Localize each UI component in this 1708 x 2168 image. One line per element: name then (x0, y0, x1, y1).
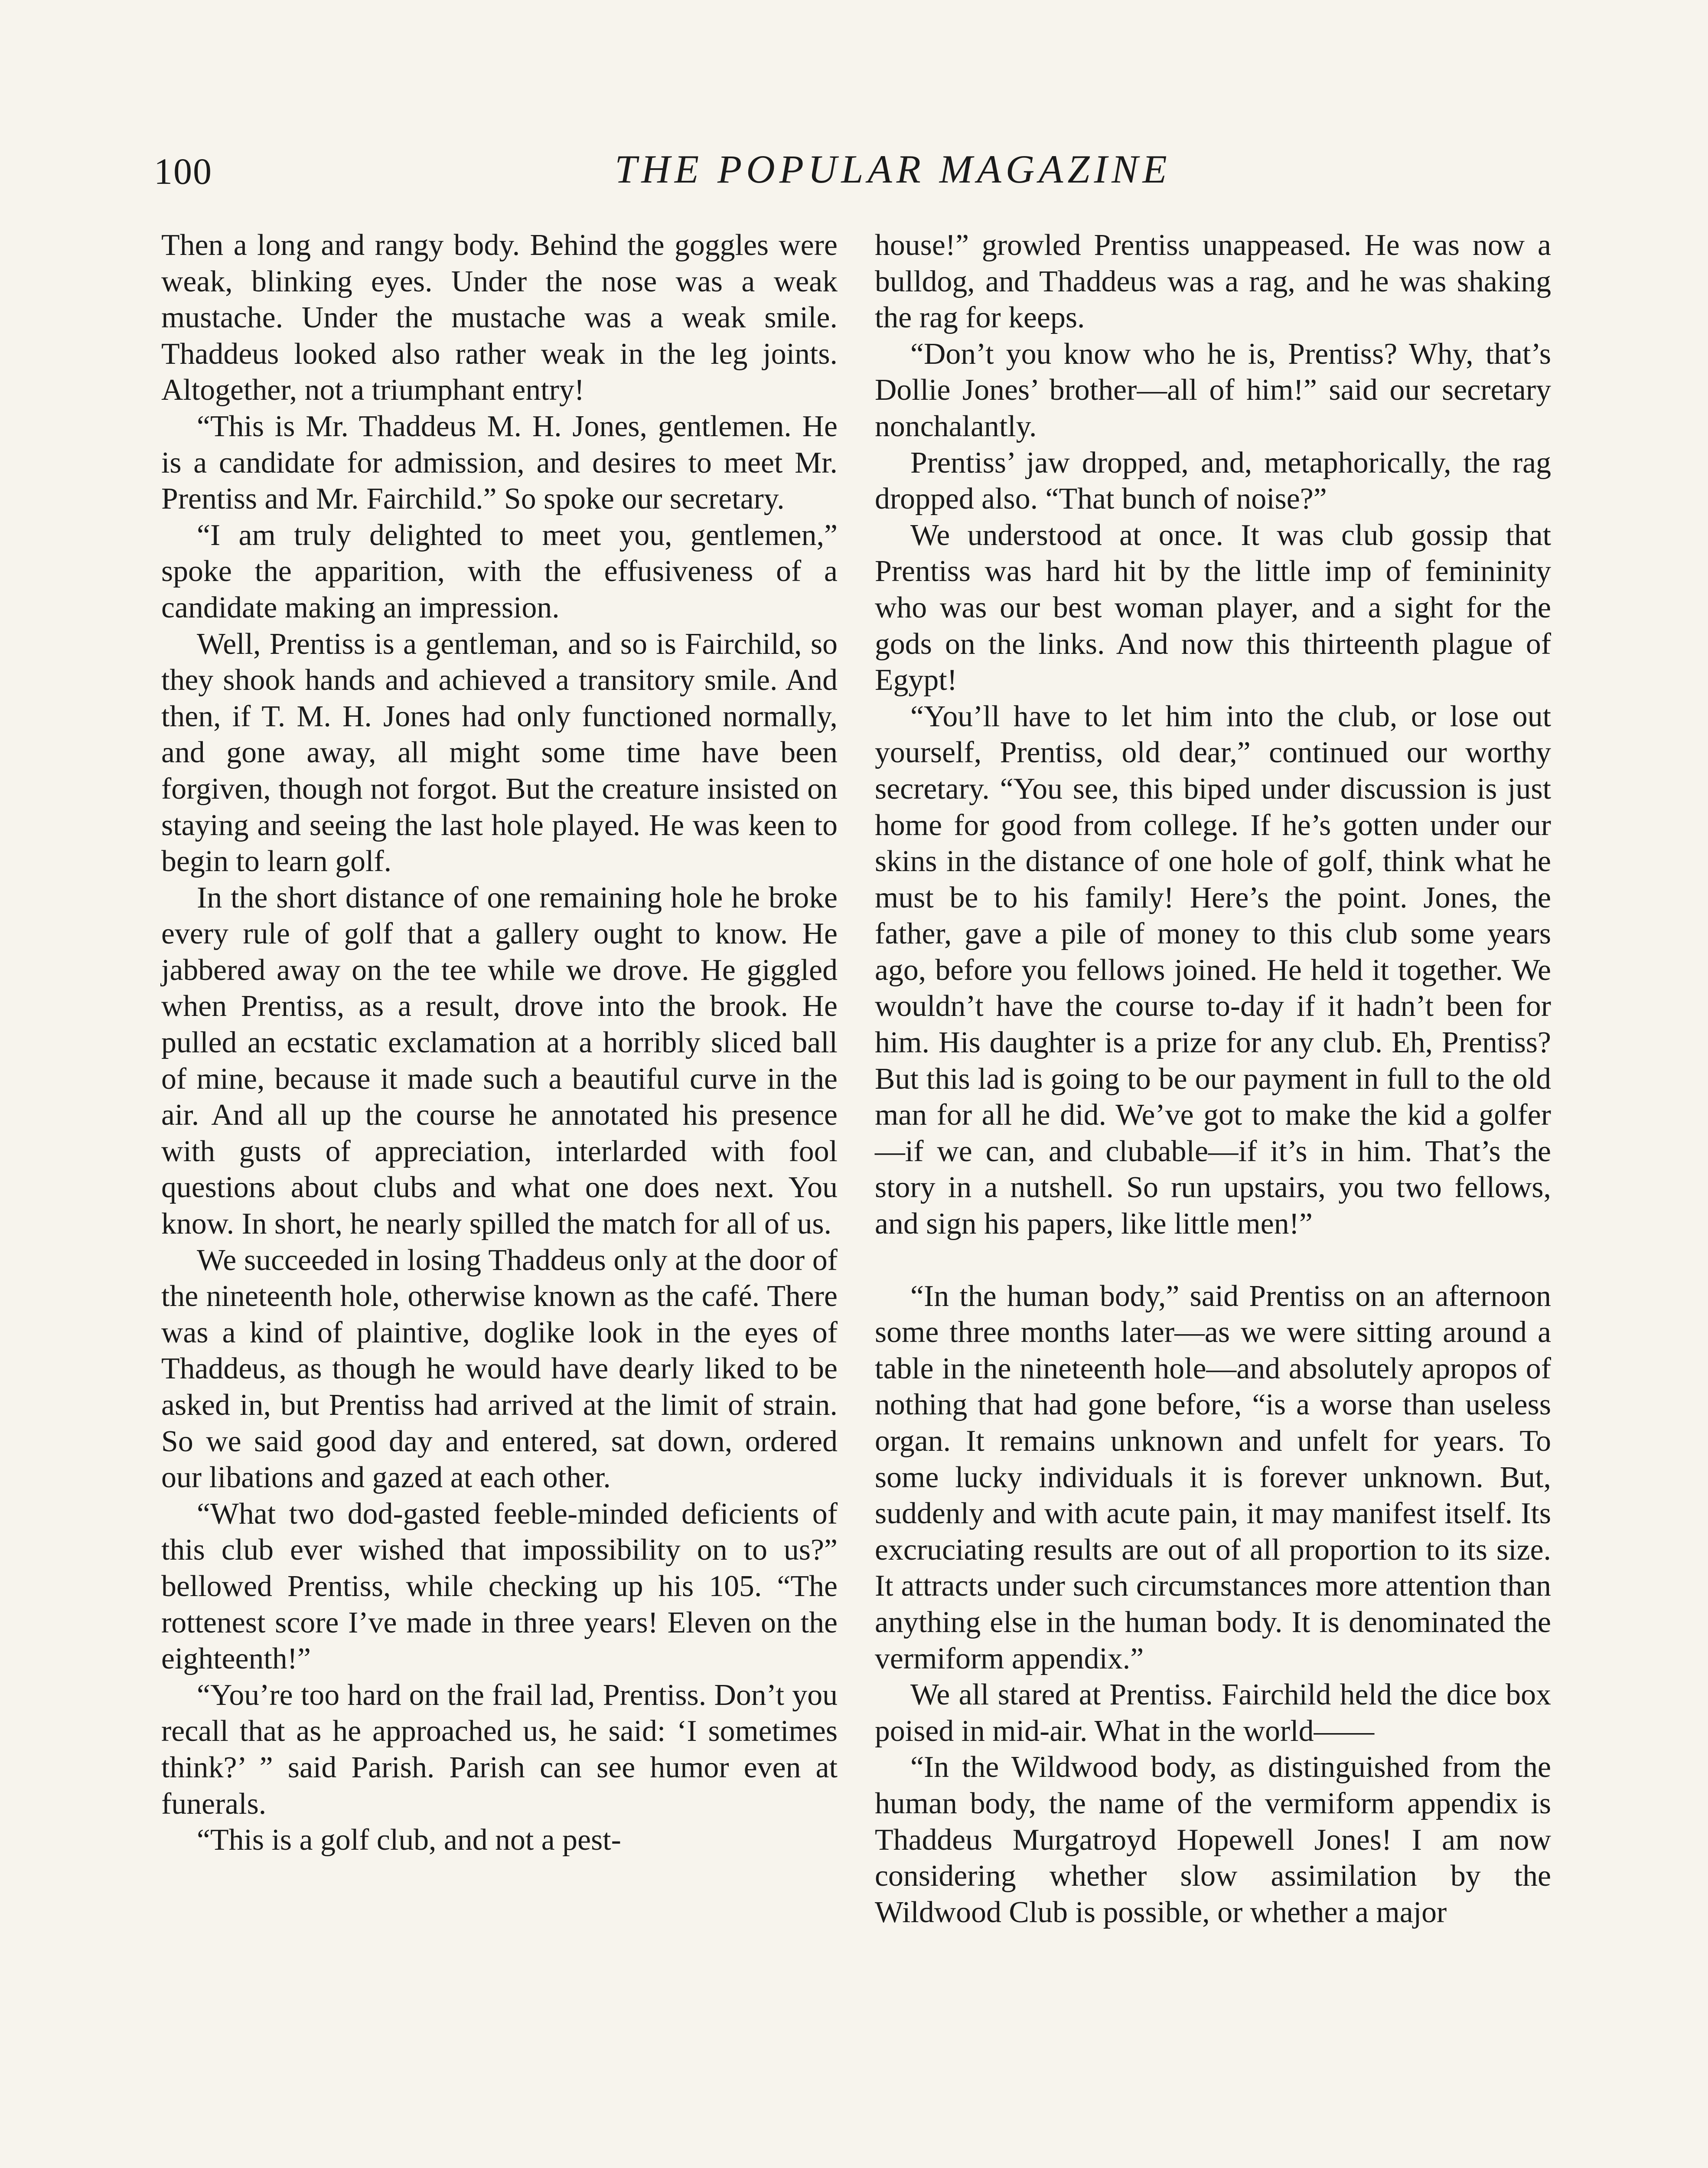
paragraph: “You’re too hard on the frail lad, Prentiss. Don’t you recall that as he approached us, he said: ‘I sometimes think?’ ” said Parish. Parish can see humor even at funerals. (161, 1678, 838, 1821)
paragraph: “In the human body,” said Prentiss on an afternoon some three months later—as we were sitting around a table in the nineteenth hole—and absolutely apropos of nothing that had gone before, “is a worse than useless organ. It remains unknown and unfelt for years. To some lucky individuals it is forever unknown. But, suddenly and with acute pain, it may manifest itself. Its excruciating results are out of all proportion to its size. It attracts under such circumstances more attention than anything else in the human body. It is denominated the vermiform appendix.” (875, 1279, 1551, 1675)
paragraph: “This is a golf club, and not a pest- (197, 1823, 621, 1857)
paragraph: “This is Mr. Thaddeus M. H. Jones, gentlemen. He is a candidate for admission, and desires to meet Mr. Prentiss and Mr. Fairchild.” So spoke our secretary. (161, 409, 838, 516)
page-number: 100 (154, 150, 212, 192)
paragraph: In the short distance of one remaining hole he broke every rule of golf that a gallery ought to know. He jabbered away on the tee while we drove. He giggled when Prentiss, as a result, drove into the brook. He pulled an ecstatic exclamation at a horribly sliced ball of mine, because it made such a beautiful curve in the air. And all up the course he annotated his presence with gusts of appreciation, interlarded with fool questions about clubs and what one does next. You know. In short, he nearly spilled the match for all of us. (161, 881, 838, 1241)
paragraph: Then a long and rangy body. Behind the goggles were weak, blinking eyes. Under the nose was a weak mustache. Under the mustache was a weak smile. Thaddeus looked also rather weak in the leg joints. Altogether, not a triumphant entry! (161, 229, 838, 407)
paragraph: “What two dod-gasted feeble-minded deficients of this club ever wished that impossibility on to us?” bellowed Prentiss, while checking up his 105. “The rottenest score I’ve made in three years! Eleven on the eighteenth!” (161, 1497, 838, 1676)
right-column (875, 227, 1551, 1930)
paragraph: Well, Prentiss is a gentleman, and so is Fairchild, so they shook hands and achieved a transitory smile. And then, if T. M. H. Jones had only functioned normally, and gone away, all might some time have been forgiven, though not forgot. But the creature insisted on staying and seeing the last hole played. He was keen to begin to learn golf. (161, 627, 838, 878)
paragraph: “Don’t you know who he is, Prentiss? Why, that’s Dollie Jones’ brother—all of him!” said our secretary nonchalantly. (875, 337, 1551, 443)
paragraph: We understood at once. It was club gossip that Prentiss was hard hit by the little imp of femininity who was our best woman player, and a sight for the gods on the links. And now this thirteenth plague of Egypt! (875, 518, 1551, 697)
page-header (154, 147, 1580, 206)
paragraph: “I am truly delighted to meet you, gentlemen,” spoke the apparition, with the effusiveness of a candidate making an impression. (161, 518, 838, 624)
paragraph: We succeeded in losing Thaddeus only at the door of the nineteenth hole, otherwise known as the café. There was a kind of plaintive, doglike look in the eyes of Thaddeus, as though he would have dearly liked to be asked in, but Prentiss had arrived at the limit of strain. So we said good day and entered, sat down, ordered our libations and gazed at each other. (161, 1243, 838, 1495)
paragraph: We all stared at Prentiss. Fairchild held the dice box poised in mid-air. What in the world—— (875, 1678, 1551, 1748)
paragraph-continuation: house!” growled Prentiss unappeased. He was now a bulldog, and Thaddeus was a rag, and he was shaking the rag for keeps. (875, 229, 1551, 335)
paragraph: “You’ll have to let him into the club, or lose out yourself, Prentiss, old dear,” continued our worthy secretary. “You see, this biped under discussion is just home for good from college. If he’s gotten under our skins in the distance of one hole of golf, think what he must be to his family! Here’s the point. Jones, the father, gave a pile of money to this club some years ago, before you fellows joined. He held it together. We wouldn’t have the course to-day if it hadn’t been for him. His daughter is a prize for any club. Eh, Prentiss? But this lad is going to be our payment in full to the old man for all he did. We’ve got to make the kid a golfer—if we can, and clubable—if it’s in him. That’s the story in a nutshell. So run upstairs, you two fellows, and sign his papers, like little men!” (875, 699, 1551, 1241)
paragraph: Prentiss’ jaw dropped, and, metaphorically, the rag dropped also. “That bunch of noise?” (875, 446, 1551, 516)
paragraph: “In the Wildwood body, as distinguished from the human body, the name of the vermiform appendix is Thaddeus Murgatroyd Hopewell Jones! I am now considering whether slow assimilation by the Wildwood Club is possible, or whether a major (875, 1750, 1551, 1929)
running-title: THE POPULAR MAGAZINE (615, 147, 1171, 191)
left-column (161, 227, 838, 1858)
